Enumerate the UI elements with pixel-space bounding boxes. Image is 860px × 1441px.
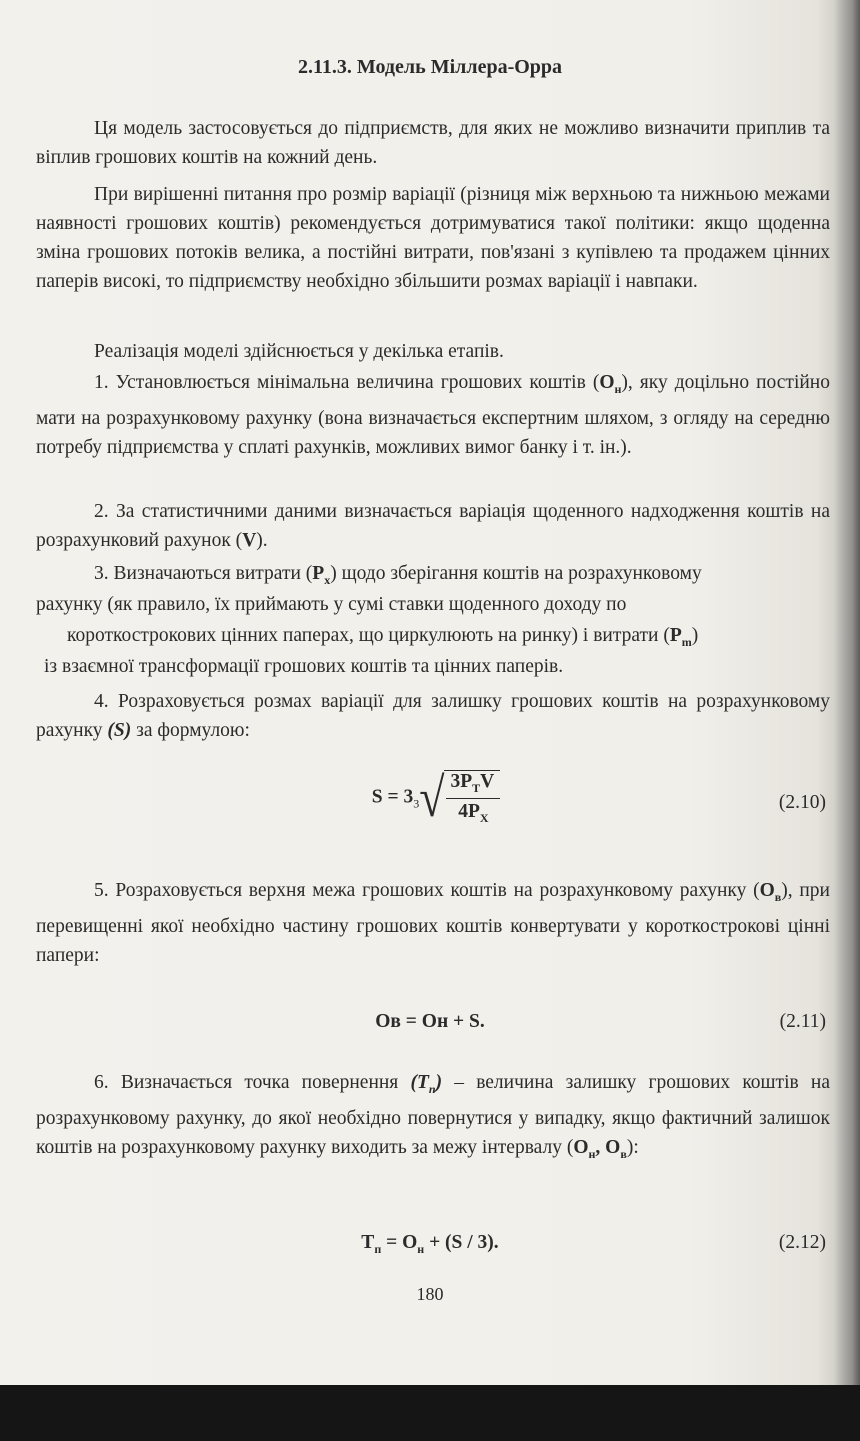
- step-3-line-2: рахунку (як правило, їх приймають у сумі ставки щоденного доходу по: [36, 594, 627, 615]
- formula-2-10-lhs: S = 3: [371, 786, 414, 808]
- step-1-text-b: ), яку доцільно постійно мати на розрахунковому рахунку (вона визначається експертним шляхом, з огляду на середню потребу підприємства у сплаті рахунків, можливих вимог банку і т. ін.).: [36, 372, 830, 458]
- step-3-line-1: 3. Визначаються витрати $(P_x)$ щодо зберігання коштів на розрахунковому: [94, 563, 702, 587]
- fraction-numerator: $3P_TV$: [446, 771, 500, 799]
- formula-2-10: [0, 766, 860, 828]
- paragraph-step-4: 4. Розраховується розмах варіації для залишку грошових коштів на розрахунковому рахунку (S) за формулою:: [36, 691, 830, 741]
- equation-number-2-12: (2.12): [778, 1232, 826, 1253]
- step-1-symbol: $О_н$: [599, 372, 622, 396]
- paragraph-step-5: 5. Розраховується верхня межа грошових коштів на розрахунковому рахунку $(О_в)$, при перевищенні якої необхідно частину грошових коштів конвертувати у короткострокові цінні папери:: [36, 880, 830, 966]
- step-1-text-a: 1. Установлюється мінімальна величина грошових коштів (: [94, 372, 600, 393]
- page-edge-shadow: [834, 0, 860, 1385]
- paragraph-stages: Реалізація моделі здійснюється у декілька етапів.: [94, 341, 504, 362]
- paragraph-intro: Ця модель застосовується до підприємств, для яких не можливо визначити приплив та віплив грошових коштів на кожний день.: [36, 118, 830, 168]
- paragraph-step-1: [36, 368, 830, 462]
- step-3-line-3: короткострокових цінних паперах, що циркулюють на ринку) і витрати $(P_m)$: [67, 625, 699, 649]
- fraction-denominator: $4P_X$: [458, 800, 489, 825]
- step-2-text-b: ).: [256, 530, 268, 551]
- paragraph-step-6: 6. Визначається точка повернення $(Т_п)$ – величина залишку грошових коштів на розрахунковому рахунку, до якої необхідно повернутися у випадку, якщо фактичний залишок коштів на розрахунковому рахунку виходить за межу інтервалу ($О_н$, $О_в$):: [36, 1072, 830, 1161]
- step-2-symbol: V: [242, 530, 257, 551]
- formula-2-11: Ов = Он + S.: [375, 1011, 485, 1032]
- radicand: [444, 770, 500, 826]
- page-number: 180: [416, 1284, 444, 1304]
- root-index: 3: [413, 796, 420, 811]
- s-symbol: (S): [107, 720, 132, 741]
- section-title: 2.11.3. Модель Міллера-Орра: [297, 56, 563, 78]
- paragraph-policy: При вирішенні питання про розмір варіації (різниця між верхньою та нижньою межами наявності грошових коштів) рекомендується дотримуватися такої політики: якщо щоденна зміна грошових потоків велика, а постійні витрати, пов'язані з купівлею та продажем цінних паперів високі, то підприємству необхідно збільшити розмах варіації і навпаки.: [36, 184, 830, 292]
- sqrt-sign-icon: √: [419, 766, 445, 828]
- paragraph-step-2: [36, 497, 830, 555]
- scan-bottom-band: [0, 1385, 860, 1441]
- equation-number-2-11: (2.11): [779, 1011, 826, 1032]
- equation-number-2-10: (2.10): [778, 792, 826, 813]
- formula-2-12: $Т_п = О_н + (S / 3)$.: [361, 1232, 499, 1256]
- step-2-text-a: 2. За статистичними даними визначається варіація щоденного надходження коштів на розрахунковий рахунок (: [36, 501, 830, 551]
- step-3-line-4: із взаємної трансформації грошових коштів та цінних паперів.: [44, 656, 564, 677]
